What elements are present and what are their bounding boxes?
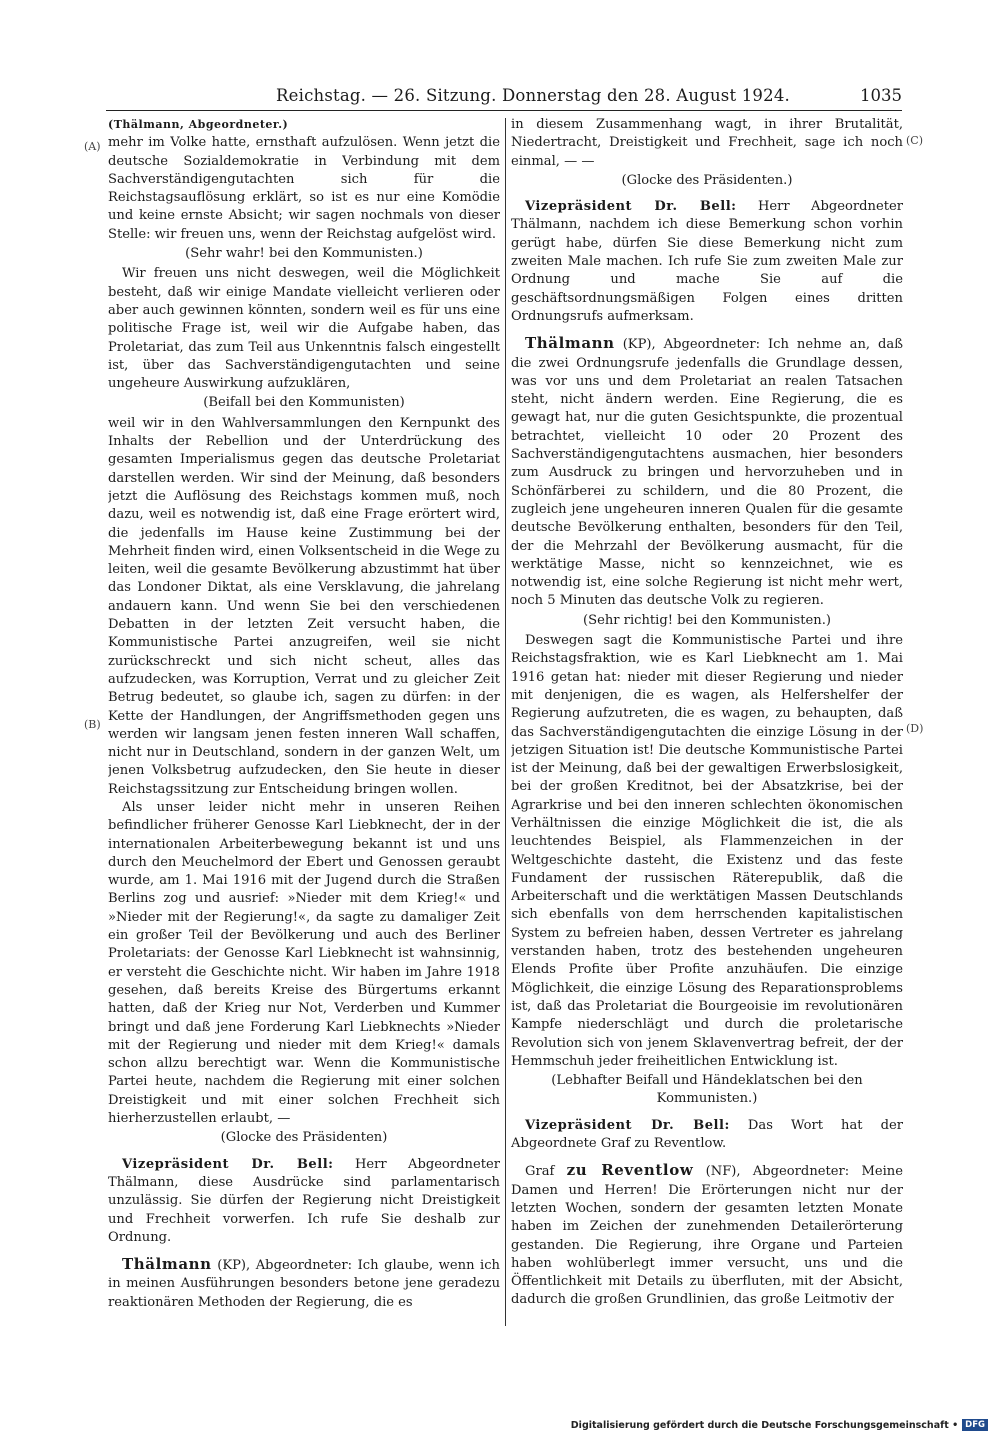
margin-marker-a: (A) [84,140,101,153]
speech-text: Herr Abgeordneter Thälmann, diese Ausdrücke sind parlamentarisch unzulässig. Sie dürfen der Regierung nicht Dreistigkeit und Frechheit vorwerfen. Ich rufe Sie deshalb zur Ordnung. [108,1156,500,1245]
footer-text: Digitalisierung gefördert durch die Deutsche Forschungsgemeinschaft • [570,1419,959,1431]
right-column [511,116,903,1326]
speaker-name: Vizepräsident Dr. Bell: [122,1156,334,1172]
speech-vice-president [108,1156,500,1247]
speech-reventlow [511,1161,903,1309]
paragraph: Deswegen sagt die Kommunistische Partei und ihre Reichstagsfraktion, wie es Karl Liebknecht am 1. Mai 1916 getan hat: nieder mit dieser Regierung und nieder mit denjenigen, die es wagen, als Helfershelfer der Regierung aufzutreten, die es wagen, zu behaupten, daß das Sachverständigengutachten die einzige Lösung in der jetzigen Situation ist! Die deutsche Kommunistische Partei ist der Meinung, daß bei der gewaltigen Erwerbslosigkeit, bei der großen Kreditnot, bei der Absatzkrise, bei der Agrarkrise und bei den inneren schlechten ökonomischen Verhältnissen die einzige Möglichkeit die ist, die als leuchtendes Beispiel, als Flammenzeichen in der Weltgeschichte dasteht, die Existenz und das feste Fundament der russischen Räterepublik, daß die Arbeiterschaft und die werktätigen Massen Deutschlands sich ebenfalls von dem herrschenden kapitalistischen System zu befreien haben, dessen Vertreter es jahrelang verstanden haben, trotz des bestehenden ungeheuren Elends Profite über Profite anzuhäufen. Die einzige Möglichkeit, die einzige Lösung des Reparationsproblems ist, daß das Proletariat die Bourgeoisie im revolutionären Kampfe niederschlägt und durch die proletarische Revolution sich von jenem Sklavenvertrag befreit, der der Hemmschuh jeder freiheitlichen Entwicklung ist. [511,633,903,1069]
speech-text: (KP), Abgeordneter: Ich glaube, wenn ich in meinen Ausführungen besonders betone jene geradezu reaktionären Methoden der Regierung, die es [108,1258,500,1310]
column-divider [505,118,506,1326]
speaker-name: Vizepräsident Dr. Bell: [525,1117,730,1133]
paragraph: weil wir in den Wahlversammlungen den Kernpunkt des Inhalts der Rebellion und der Unterdrückung des gesamten Imperialismus gegen das deutsche Proletariat darstellen werden. Wir sind der Meinung, daß besonders jetzt die Auflösung des Reichstags kommen muß, noch dazu, weil es notwendig ist, daß eine Frage erörtert wird, die jedenfalls im Hause keine Zustimmung bei der Mehrheit finden wird, einen Volksentscheid in die Wege zu leiten, weil die gesamte Bevölkerung abzustimmt hat über das Londoner Diktat, als eine Versklavung, die jahrelang andauern kann. Und wenn Sie bei den verschiedenen Debatten in der letzten Zeit versucht haben, die Kommunistische Partei anzugreifen, weil sie nicht zurückschreckt und sich nicht scheut, alles das aufzudecken, was Korruption, Verrat und zu gleicher Zeit Betrug bedeutet, so glaube ich, sagen zu dürfen: in der Kette der Handlungen, der Angriffsmethoden gegen uns werden wir langsam jenen festen inneren Wall schaffen, nicht nur in Deutschland, sondern in der ganzen Welt, um jenen Volksbetrug aufzudecken, den Sie heute in dieser Reichstagssitzung zur Entscheidung bringen wollen. [108,415,500,797]
dfg-logo: DFG [962,1419,988,1431]
page-number: 1035 [860,86,902,105]
margin-marker-d: (D) [906,722,924,735]
speech-thaelmann [108,1255,500,1312]
interjection: (Lebhafter Beifall und Händeklatschen bei den Kommunisten.) [551,1073,863,1107]
speech-vice-president [511,1117,903,1154]
speaker-name: zu Reventlow [566,1161,694,1180]
speech-thaelmann [511,334,903,610]
interjection: (Sehr richtig! bei den Kommunisten.) [583,612,831,628]
paragraph: in diesem Zusammenhang wagt, in ihrer Brutalität, Niedertracht, Dreistigkeit und Frechheit, sage ich noch einmal, — — [511,117,903,169]
interjection: (Glocke des Präsidenten) [220,1130,388,1146]
speaker-name: Thälmann [122,1255,212,1274]
page-header [106,86,902,111]
left-column [108,116,500,1326]
speaker-title: Graf [525,1164,555,1180]
speaker-name: Vizepräsident Dr. Bell: [525,199,737,215]
interjection: (Beifall bei den Kommunisten) [203,395,405,411]
speaker-name: Thälmann [525,334,615,353]
speech-text: (NF), Abgeordneter: Meine Damen und Herren! Die Erörterungen nicht nur der letzten Wochen, sondern der gesamten letzten Monate haben im Zeichen der zunehmenden Detailerörterung gestanden. Die Regierung, ihre Organe und Parteien haben wohlüberlegt immer versucht, uns und die Öffentlichkeit mit Details zu überfluten, mit der Absicht, dadurch die großen Grundlinien, das große Leitmotiv der [511,1164,903,1308]
running-head: (Thälmann, Abgeordneter.) [108,118,289,131]
speech-text: Herr Abgeordneter Thälmann, nachdem ich diese Bemerkung schon vorhin gerügt habe, dürfen Sie diese Bemerkung nicht zum zweiten Male machen. Ich rufe Sie zum zweiten Male zur Ordnung und mache Sie auf die geschäftsordnungsmäßigen Folgen eines dritten Ordnungsrufs aufmerksam. [511,199,903,324]
digitization-footer [571,1418,988,1432]
paragraph: Wir freuen uns nicht deswegen, weil die Möglichkeit besteht, daß wir einige Mandate vielleicht verlieren oder aber auch gewinnen könnten, sondern weil es für uns eine politische Frage ist, weil wir die Aufgabe haben, das Proletariat, das zum Teil aus Unkenntnis falsch eingestellt ist, über das Sachverständigengutachten und seine ungeheure Auswirkung aufzuklären, [108,266,500,392]
speech-text: Das Wort hat der Abgeordnete Graf zu Reventlow. [511,1117,903,1152]
interjection: (Sehr wahr! bei den Kommunisten.) [185,246,423,262]
paragraph: mehr im Volke hatte, ernsthaft aufzulösen. Wenn jetzt die deutsche Sozialdemokratie in Verbindung mit dem Sachverständigengutachten sich für die Reichstagsauflösung erklärt, so ist es nur eine Komödie und keine ernste Absicht; wir sagen nochmals von dieser Stelle: wir freuen uns, wenn der Reichstag aufgelöst wird. [108,135,500,242]
margin-marker-b: (B) [84,718,101,731]
header-title: Reichstag. — 26. Sitzung. Donnerstag den 28. August 1924. [276,86,790,105]
speech-text: (KP), Abgeordneter: Ich nehme an, daß die zwei Ordnungsrufe jedenfalls die Grundlage dessen, was vor uns und dem Proletariat an realen Tatsachen steht, nicht ändern werden. Eine Regierung, die es gewagt hat, nur die guten Gesichtspunkte, die prozentual betrachtet, vielleicht 10 oder 20 Prozent des Sachverständigengutachtens ausmachen, hier besonders zum Ausdruck zu bringen und hervorzuheben und in Schönfärberei zu schildern, und die 80 Prozent, die zugleich jene ungeheuren inneren Qualen für die gesamte deutsche Bevölkerung enthalten, besonders für den Teil, der die Mehrzahl der Bevölkerung ausmacht, für die werktätige Masse, nicht so kennzeichnet, wie es notwendig ist, eine solche Regierung ist nicht mehr wert, noch 5 Minuten das deutsche Volk zu regieren. [511,337,903,609]
paragraph: Als unser leider nicht mehr in unseren Reihen befindlicher früherer Genosse Karl Liebknecht, der in der internationalen Arbeiterbewegung bekannt ist und uns durch den Meuchelmord der Ebert und Genossen geraubt wurde, am 1. Mai 1916 mit der Jugend durch die Straßen Berlins zog und ausrief: »Nieder mit dem Krieg!« und »Nieder mit der Regierung!«, da sagte zu damaliger Zeit ein großer Teil der Bevölkerung und auch des Berliner Proletariats: der Genosse Karl Liebknecht ist wahnsinnig, er versteht die Geschichte nicht. Wir haben im Jahre 1918 gesehen, daß bereits Kreise des Bürgertums erkannt hatten, daß der Krieg nur Not, Verderben und Kummer bringt und daß jene Forderung Karl Liebknechts »Nieder mit der Regierung und nieder mit dem Krieg!« damals schon allzu berechtigt war. Wenn die Kommunistische Partei heute, nachdem die Regierung mit einer solchen Dreistigkeit und mit einer solchen Frechheit sich hierherzustellen erlaubt, — [108,799,500,1127]
speech-vice-president [511,198,903,326]
margin-marker-c: (C) [906,134,923,147]
interjection: (Glocke des Präsidenten.) [621,172,793,188]
